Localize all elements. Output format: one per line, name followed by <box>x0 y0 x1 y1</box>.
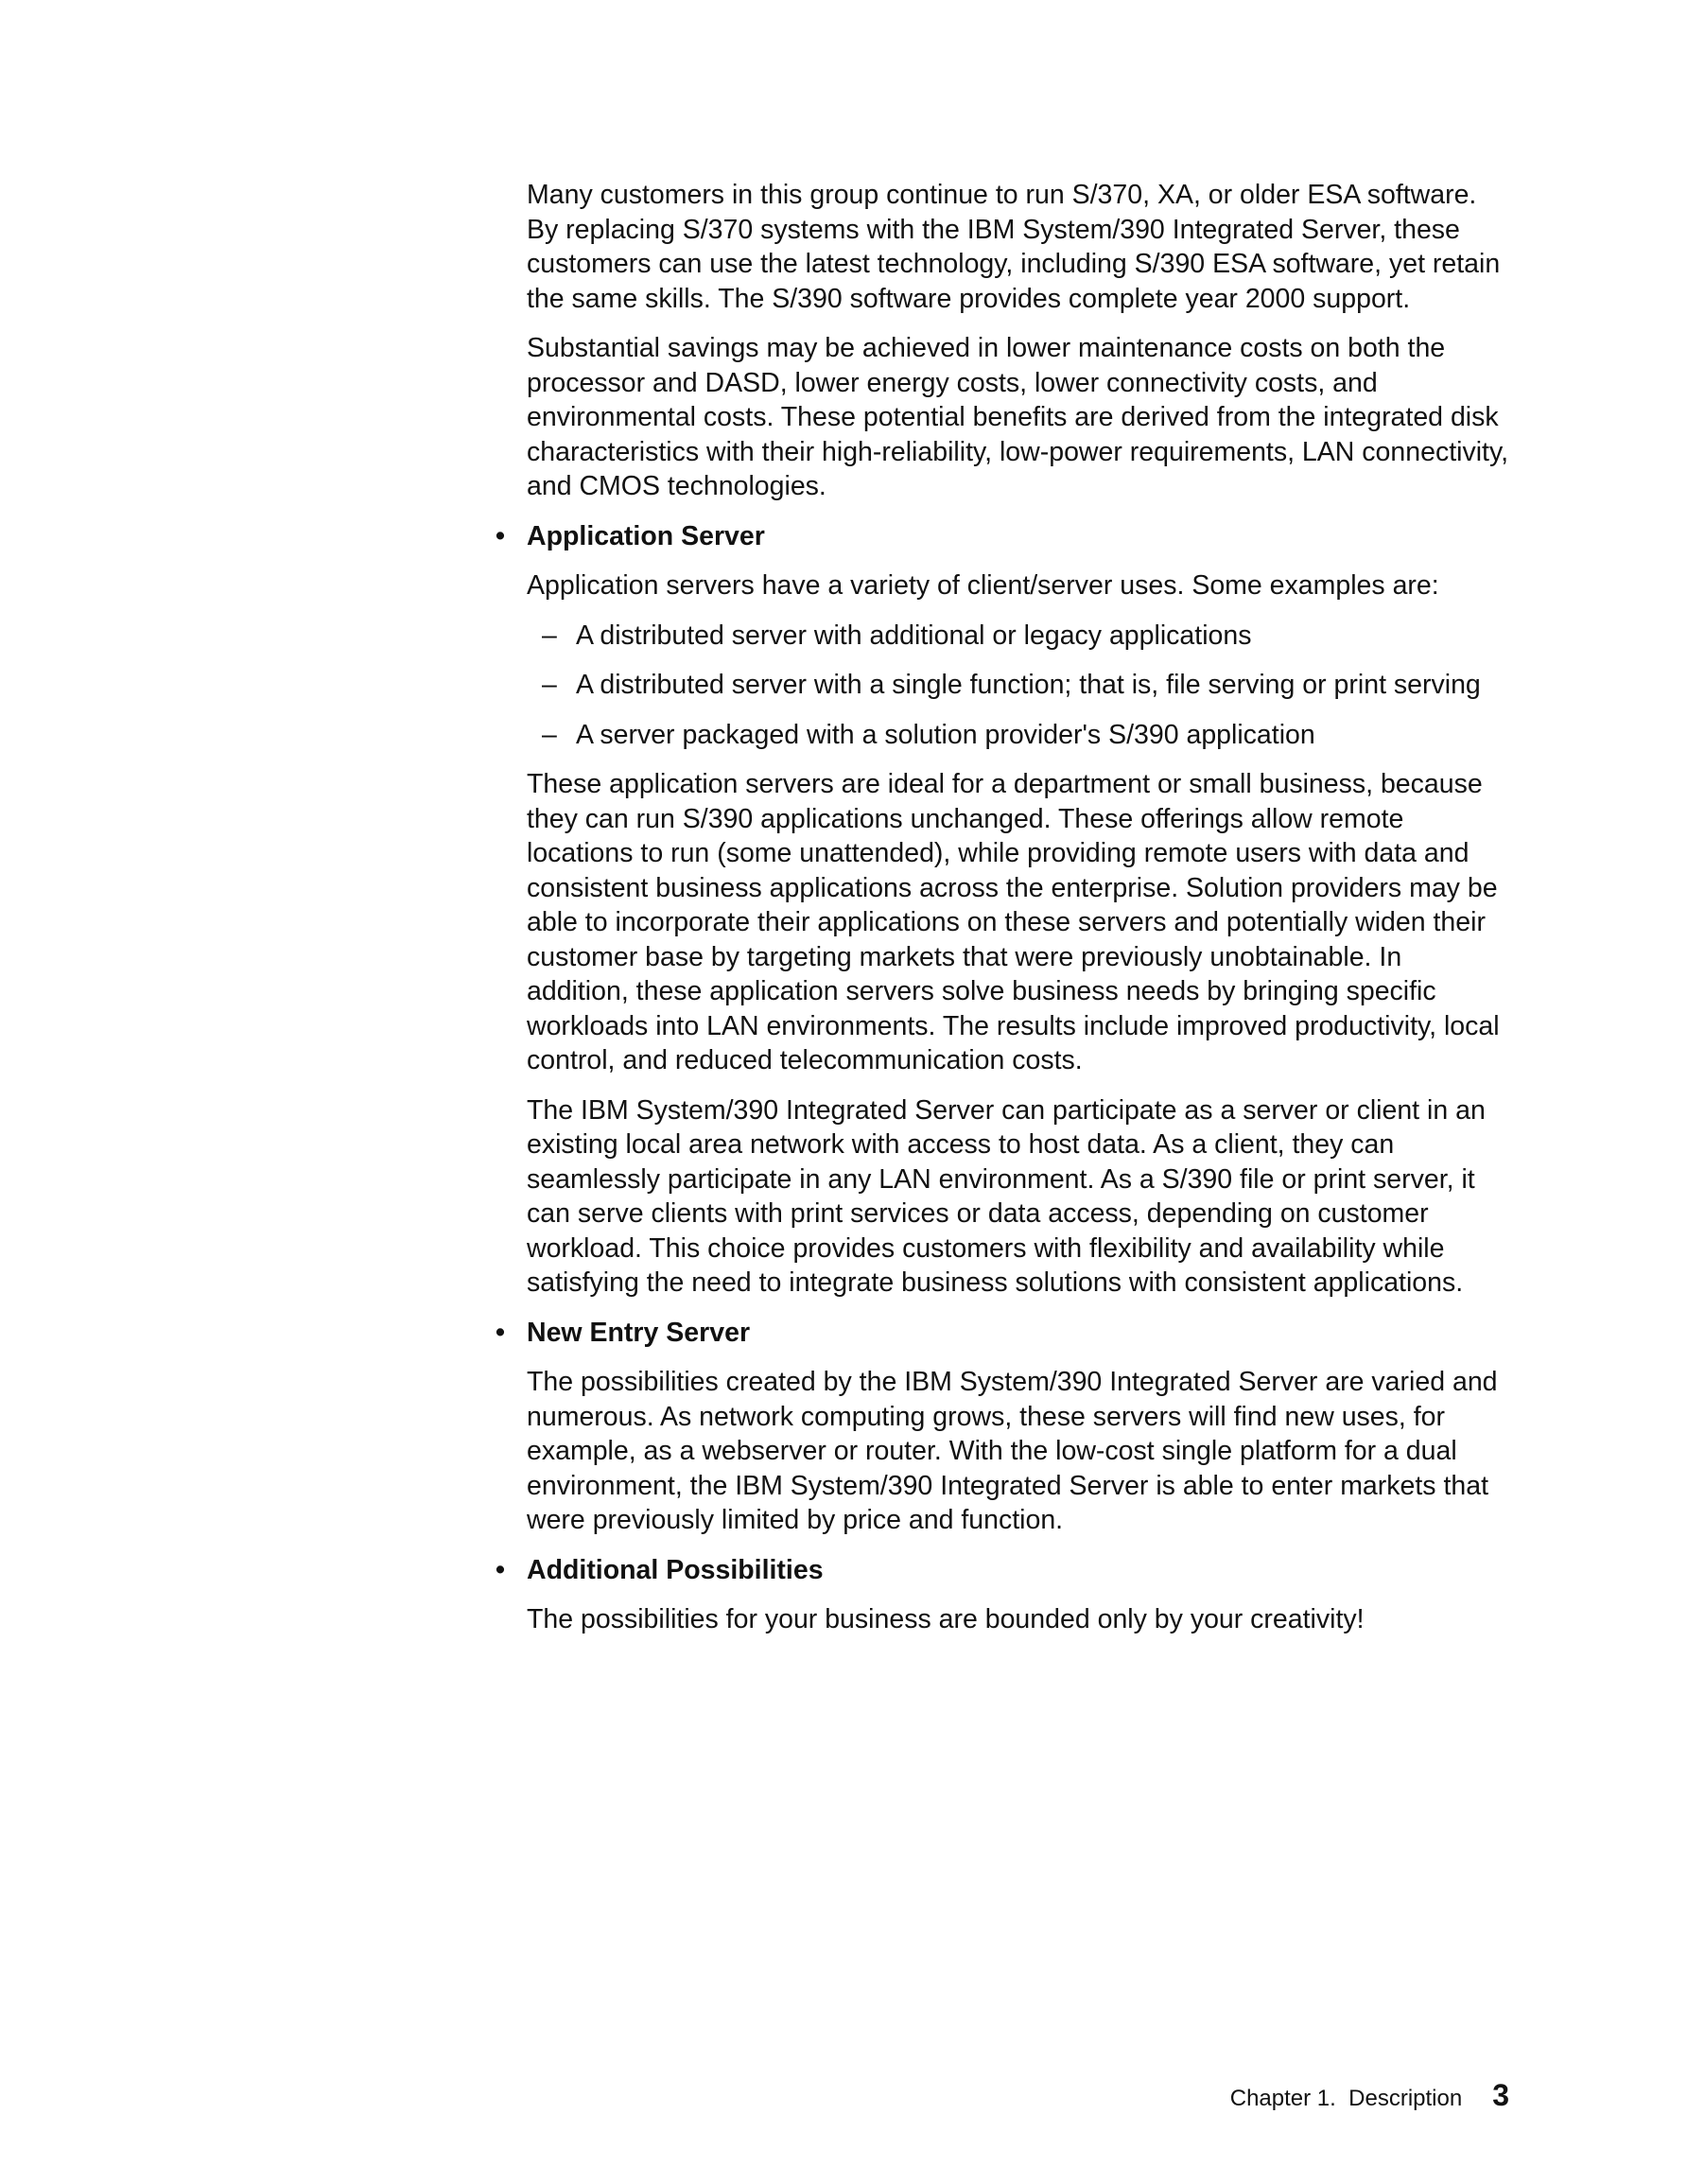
additional-possibilities-paragraph: The possibilities for your business are bounded only by your creativity! <box>527 1604 1365 1634</box>
application-server-examples <box>527 619 1510 753</box>
section-heading-text: New Entry Server <box>527 1317 751 1348</box>
list-item <box>527 718 1510 753</box>
list-item <box>527 619 1510 654</box>
page-body <box>496 178 1510 1652</box>
section-heading-additional-possibilities <box>496 1553 1510 1588</box>
intro-paragraph-1: Many customers in this group continue to run S/370, XA, or older ESA software. By replacing S/370 systems with the IBM System/390 Integrated Server, these customers can use the latest technology, including S/390 ESA software, yet retain the same skills. The S/390 software provides complete year 2000 support. <box>527 180 1501 314</box>
list-item <box>527 668 1510 703</box>
application-server-paragraph-a: These application servers are ideal for a department or small business, because they can run S/390 applications unchanged. These offerings allow remote locations to run (some unattended), while providing remote users with data and consistent business applications across the enterprise. Solution providers may be able to incorporate their applications on these servers and potentially widen their customer base by targeting markets that were previously unobtainable. In addition, these application servers solve business needs by bringing specific workloads into LAN environments. The results include improved productivity, local control, and reduced telecommunication costs. <box>527 769 1500 1075</box>
section-heading-text: Application Server <box>527 520 765 551</box>
list-item-text: A distributed server with additional or legacy applications <box>576 620 1252 651</box>
bullet-icon: • <box>496 1554 505 1585</box>
list-item-text: A distributed server with a single function; that is, file serving or print serving <box>576 670 1481 700</box>
new-entry-server-paragraph: The possibilities created by the IBM System/390 Integrated Server are varied and numerous. As network computing grows, these servers will find new uses, for example, as a webserver or router. With the low-cost single platform for a dual environment, the IBM System/390 Integrated Server is able to enter markets that were previously limited by price and function. <box>527 1367 1498 1535</box>
chapter-label: Chapter 1. Description <box>1229 2086 1463 2111</box>
bullet-icon: • <box>496 1317 505 1348</box>
page-number: 3 <box>1492 2078 1509 2112</box>
bullet-icon: • <box>496 520 505 551</box>
section-heading-text: Additional Possibilities <box>527 1554 824 1585</box>
section-heading-new-entry-server <box>496 1316 1510 1351</box>
section-heading-application-server <box>496 519 1510 554</box>
dash-icon: – <box>542 719 557 750</box>
list-item-text: A server packaged with a solution provider's S/390 application <box>576 719 1315 750</box>
page-footer <box>1230 2078 1509 2113</box>
intro-paragraph-2: Substantial savings may be achieved in lower maintenance costs on both the processor and DASD, lower energy costs, lower connectivity costs, and environmental costs. These potential benefits are derived from the integrated disk characteristics with their high-reliability, low-power requirements, LAN connectivity, and CMOS technologies. <box>527 333 1508 501</box>
dash-icon: – <box>542 620 557 651</box>
dash-icon: – <box>542 670 557 700</box>
application-server-intro: Application servers have a variety of client/server uses. Some examples are: <box>527 570 1439 601</box>
application-server-paragraph-b: The IBM System/390 Integrated Server can participate as a server or client in an existing local area network with access to host data. As a client, they can seamlessly participate in any LAN environment. As a S/390 file or print server, it can serve clients with print services or data access, depending on customer workload. This choice provides customers with flexibility and availability while satisfying the need to integrate business solutions with consistent applications. <box>527 1094 1486 1298</box>
